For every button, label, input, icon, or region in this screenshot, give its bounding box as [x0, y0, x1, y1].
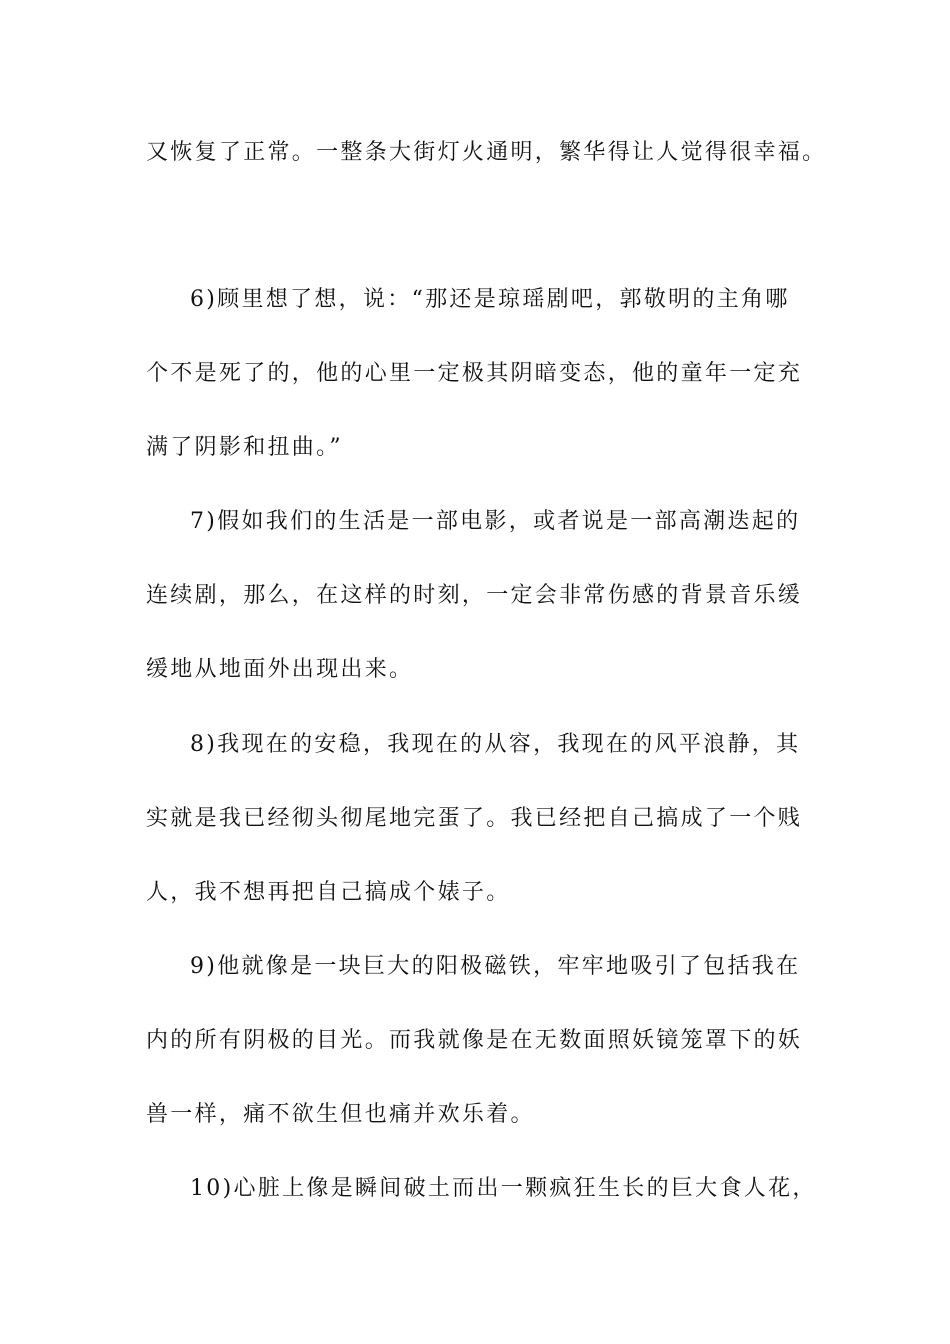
paragraph-7-line-1: 7)假如我们的生活是一部电影，或者说是一部高潮迭起的 — [190, 509, 801, 534]
paragraph-8-line-1: 8)我现在的安稳，我现在的从容，我现在的风平浪静，其 — [190, 732, 801, 757]
paragraph-9-line-3: 兽一样，痛不欲生但也痛并欢乐着。 — [146, 1102, 535, 1127]
paragraph-10-line-1: 10)心脏上像是瞬间破土而出一颗疯狂生长的巨大食人花， — [190, 1176, 817, 1201]
paragraph-9-line-1: 9)他就像是一块巨大的阳极磁铁，牢牢地吸引了包括我在 — [190, 954, 801, 979]
paragraph-8-line-3: 人，我不想再把自己搞成个婊子。 — [146, 880, 511, 905]
text-line: 又恢复了正常。一整条大街灯火通明，繁华得让人觉得很幸福。 — [146, 140, 827, 165]
paragraph-9-line-2: 内的所有阴极的目光。而我就像是在无数面照妖镜笼罩下的妖 — [146, 1028, 803, 1053]
paragraph-6-line-2: 个不是死了的，他的心里一定极其阴暗变态，他的童年一定充 — [146, 361, 803, 386]
paragraph-7-line-3: 缓地从地面外出现出来。 — [146, 657, 414, 682]
paragraph-6-line-3: 满了阴影和扭曲。” — [146, 435, 343, 460]
paragraph-6-line-1: 6)顾里想了想，说：“那还是琼瑶剧吧，郭敬明的主角哪 — [190, 287, 790, 312]
paragraph-7-line-2: 连续剧，那么，在这样的时刻，一定会非常伤感的背景音乐缓 — [146, 583, 803, 608]
paragraph-8-line-2: 实就是我已经彻头彻尾地完蛋了。我已经把自己搞成了一个贱 — [146, 806, 803, 831]
